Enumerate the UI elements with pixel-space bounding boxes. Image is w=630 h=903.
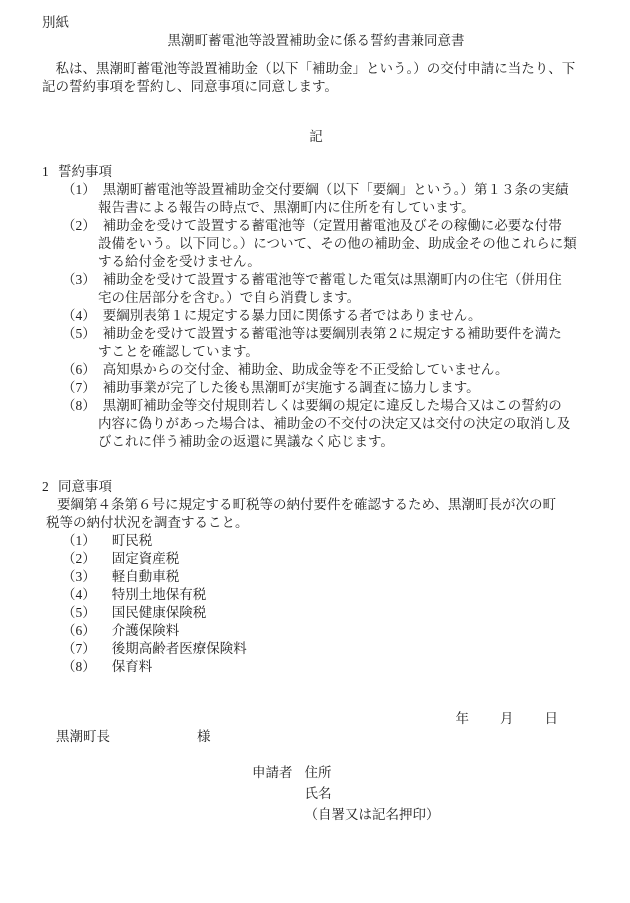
item-marker: （4） bbox=[62, 587, 96, 602]
applicant-field: 氏名 bbox=[304, 786, 332, 801]
applicant-field: （自署又は記名押印） bbox=[304, 807, 440, 822]
item-text: 高知県からの交付金、補助金、助成金等を不正受給していません。 bbox=[102, 362, 509, 377]
item-marker: （3） bbox=[62, 272, 96, 287]
list-item bbox=[62, 604, 590, 622]
section-1 bbox=[42, 163, 590, 451]
item-text: 後期高齢者医療保険料 bbox=[111, 641, 247, 656]
item-text: 特別土地保有税 bbox=[111, 587, 207, 602]
item-marker: （8） bbox=[62, 398, 96, 413]
list-item bbox=[62, 568, 590, 586]
item-text: 介護保険料 bbox=[111, 623, 180, 638]
ki-marker: 記 bbox=[309, 129, 323, 144]
list-item bbox=[62, 640, 590, 658]
section-heading bbox=[42, 163, 590, 181]
item-marker: （5） bbox=[62, 326, 96, 341]
attachment-label: 別紙 bbox=[42, 15, 69, 30]
item-text: 黒潮町補助金等交付規則若しくは要綱の規定に違反した場合又はこの誓約の 内容に偽りがあった場合は、補助金の不交付の決定又は交付の決定の取消し及 びこれに伴う補助金の返還に異議なく応じます。 bbox=[98, 398, 571, 449]
item-marker: （7） bbox=[62, 641, 96, 656]
applicant-block bbox=[252, 762, 590, 825]
section-2 bbox=[42, 478, 590, 676]
applicant-fields bbox=[305, 762, 440, 825]
addressee-name: 黒潮町長 bbox=[56, 729, 110, 744]
item-text: 補助金を受けて設置する蓄電池等で蓄電した電気は黒潮町内の住宅（併用住 宅の住居部分を含む。）で自ら消費します。 bbox=[98, 272, 562, 305]
section-title: 同意事項 bbox=[58, 479, 112, 494]
addressee-honorific: 様 bbox=[197, 729, 211, 744]
list-item bbox=[62, 361, 590, 379]
section-title: 誓約事項 bbox=[58, 164, 112, 179]
document-title: 黒潮町蓄電池等設置補助金に係る誓約書兼同意書 bbox=[167, 33, 465, 48]
item-text: 補助事業が完了した後も黒潮町が実施する調査に協力します。 bbox=[102, 380, 480, 395]
date-line bbox=[42, 710, 590, 728]
list-item bbox=[62, 532, 590, 550]
applicant-field: 住所 bbox=[304, 765, 332, 780]
item-text: 保育料 bbox=[111, 659, 153, 674]
item-marker: （6） bbox=[62, 362, 96, 377]
list-item bbox=[62, 271, 590, 307]
item-text: 要綱別表第１に規定する暴力団に関係する者ではありません。 bbox=[102, 308, 482, 323]
item-marker: （3） bbox=[62, 569, 96, 584]
sections-container bbox=[42, 163, 590, 676]
item-text: 補助金を受けて設置する蓄電池等（定置用蓄電池及びその稼働に必要な付帯 設備をいう。以下同じ。）について、その他の補助金、助成金その他これらに類 する給付金を受けません。 bbox=[98, 218, 577, 269]
list-item bbox=[62, 550, 590, 568]
item-marker: （8） bbox=[62, 659, 96, 674]
item-marker: （7） bbox=[62, 380, 96, 395]
section-intro bbox=[46, 496, 590, 532]
list-item bbox=[62, 217, 590, 271]
section-number: 2 bbox=[42, 479, 49, 494]
list-item bbox=[62, 586, 590, 604]
list-item bbox=[62, 379, 590, 397]
item-marker: （4） bbox=[62, 308, 96, 323]
item-text: 国民健康保険税 bbox=[111, 605, 207, 620]
list-item bbox=[62, 307, 590, 325]
list-item bbox=[62, 325, 590, 361]
item-text: 補助金を受けて設置する蓄電池等は要綱別表第２に規定する補助要件を満た すことを確認しています。 bbox=[98, 326, 562, 359]
year-label: 年 bbox=[455, 711, 469, 726]
item-marker: （5） bbox=[62, 605, 96, 620]
month-label: 月 bbox=[500, 711, 514, 726]
item-marker: （1） bbox=[62, 533, 96, 548]
day-label: 日 bbox=[544, 711, 558, 726]
list-item bbox=[62, 622, 590, 640]
item-text: 黒潮町蓄電池等設置補助金交付要綱（以下「要綱」という。）第１３条の実績 報告書による報告の時点で、黒潮町内に住所を有しています。 bbox=[98, 182, 569, 215]
section-number: 1 bbox=[42, 164, 49, 179]
section-intro-line: 税等の納付状況を調査すること。 bbox=[46, 515, 249, 530]
item-marker: （1） bbox=[62, 182, 96, 197]
section-heading bbox=[42, 478, 590, 496]
intro-line: 私は、黒潮町蓄電池等設置補助金（以下「補助金」という。）の交付申請に当たり、下 bbox=[55, 61, 576, 76]
applicant-label: 申請者 bbox=[252, 765, 293, 780]
intro-line: 記の誓約事項を誓約し、同意事項に同意します。 bbox=[42, 79, 338, 94]
item-text: 固定資産税 bbox=[111, 551, 180, 566]
intro-paragraph bbox=[42, 60, 590, 96]
item-text: 町民税 bbox=[111, 533, 153, 548]
list-item bbox=[62, 397, 590, 451]
addressee-line bbox=[42, 728, 590, 746]
item-marker: （2） bbox=[62, 551, 96, 566]
item-text: 軽自動車税 bbox=[111, 569, 180, 584]
list-item bbox=[62, 181, 590, 217]
section-intro-line: 要綱第４条第６号に規定する町税等の納付要件を確認するため、黒潮町長が次の町 bbox=[57, 497, 556, 512]
list-item bbox=[62, 658, 590, 676]
item-marker: （2） bbox=[62, 218, 96, 233]
item-marker: （6） bbox=[62, 623, 96, 638]
